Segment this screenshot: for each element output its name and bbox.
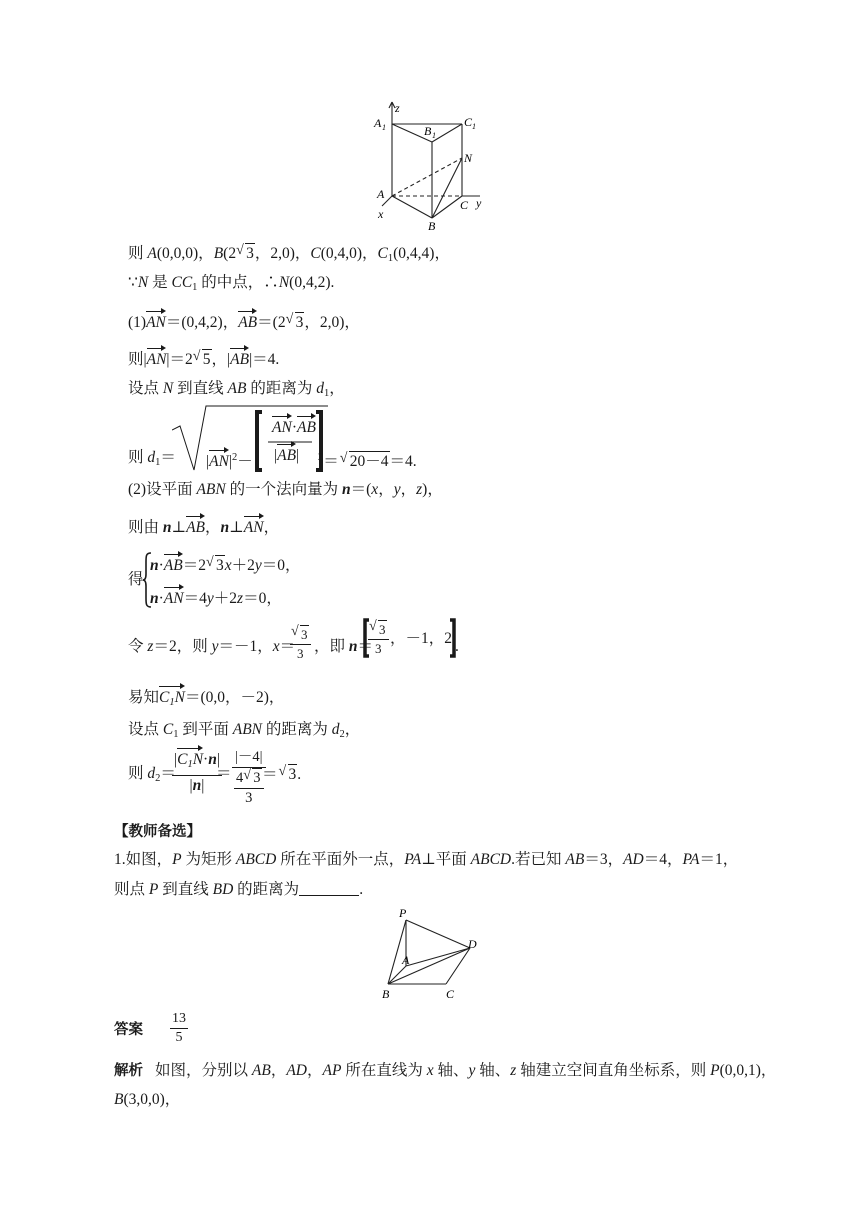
- vertex-c-label: C: [460, 198, 469, 212]
- axis-y-label: y: [476, 196, 482, 210]
- problem-text-line-2: 则点 P 到直线 BD 的距离为 .: [114, 881, 364, 898]
- point-b-label: B: [382, 987, 390, 1001]
- vectors-line: (1)AN＝(0,4,2)，AB＝(2√ 3，2,0)，: [128, 312, 360, 333]
- x-fraction: √ 3 3: [290, 625, 311, 663]
- point-d-label: D: [468, 937, 477, 951]
- axis-x-label: x: [378, 207, 384, 221]
- analysis-line-2: B(3,0,0)，: [114, 1091, 181, 1108]
- vertex-b1-sub: 1: [432, 131, 436, 140]
- vertex-a1-sub: 1: [382, 123, 386, 132]
- d2-value-fraction: |－4| 4√ 3 3: [232, 748, 266, 808]
- vertex-a1-label: A: [374, 116, 382, 130]
- point-a-label: A: [402, 953, 410, 967]
- distance2-setup-line: 设点 $C_1$ 到平面 ABN 的距离为 $d_2$，: [128, 721, 361, 740]
- point-c-label: C: [446, 987, 455, 1001]
- answer-fraction: 13 5: [172, 1011, 186, 1045]
- d2-fraction: $|C_1N\cdot n|$ |n|: [174, 751, 220, 794]
- perpendicular-line: 则由 n⊥AB，n⊥AN，: [128, 519, 280, 536]
- document-page: z A 1 B 1 C 1 N A C y x B 则 A(0,0,0)，B(2√ 3，2,0)，C(0,4,0)，$C_1(0,4,4)$， ∵N 是 $CC_1$ 的中点，∴N(0,4,2). (1)AN＝(0,4,2)，AB＝(2√ 3，2,0)， 则|AN|＝2√ 5，|AB|＝4. 设点 N 到直线 AB 的距离为 $d_1$， 则 $d_1=$ $|AN|^2-$ AN·AB |AB| $^2$＝√ 20－4＝4. (2)设平面 ABN 的一个法向量为 n＝(x，y，z)， 则由 n⊥AB，n⊥AN， 得 n·AB＝2√ 3x＋2y＝0， n·AN＝4y＋2z＝0， 令 z＝2，则 y＝－1，x＝ √ 3 3 ，即 n＝ √ 3 3 ，－1，2 . 易知$C_1N=(0,0$，－2)， 设点 $C_1$ 到平面 ABN 的距离为 $d_2$， 则 $d_2=$ $|C_1N\cdot n|$ |n| ＝ |－4| 4√ 3 3 ＝√ 3. 【教师备选】 1.如图，P 为矩形 ABCD 所在平面外一点，PA⊥平面 ABCD.若已知 AB＝3，AD＝4，PA＝1， 则点 P 到直线 BD 的距离为 . P D A B C 答案 13 5 解析 如图，分别以 AB，AD，AP 所在直线为 x 轴、y 轴、z 轴建立空间直角坐标系，则 P(0,0,1)， B(3,0,0)，: [0, 0, 860, 1216]
- distance-setup-line: 设点 N 到直线 AB 的距离为 $d_1$，: [128, 380, 345, 399]
- point-n-label: N: [464, 151, 473, 165]
- pyramid-figure: [372, 906, 488, 1002]
- axis-z-label: z: [395, 101, 400, 115]
- prism-figure: [368, 100, 492, 232]
- n-fraction: √ 3 3: [368, 620, 389, 658]
- vertex-c1-label: C: [464, 115, 473, 129]
- vertex-a-label: A: [377, 187, 385, 201]
- answer-blank: [299, 881, 359, 896]
- midpoint-line: ∵N 是 $CC_1$ 的中点，∴N(0,4,2).: [128, 274, 335, 293]
- analysis-line-1: 解析 如图，分别以 AB，AD，AP 所在直线为 x 轴、y 轴、z 轴建立空间直角坐标系，则 P(0,0,1)，: [114, 1062, 777, 1079]
- point-p-label: P: [399, 906, 407, 920]
- coords-line: 则 A(0,0,0)，B(2√ 3，2,0)，C(0,4,0)，$C_1(0,4,4)$，: [128, 243, 450, 269]
- c1n-vector-line: 易知$C_1N=(0,0$，－2)，: [128, 688, 284, 713]
- vertex-b-label: B: [428, 219, 436, 232]
- problem-text-line-1: 1.如图，P 为矩形 ABCD 所在平面外一点，PA⊥平面 ABCD.若已知 AB＝3，AD＝4，PA＝1，: [114, 851, 739, 868]
- vertex-b1-label: B: [424, 124, 432, 138]
- magnitudes-line: 则|AN|＝2√ 5，|AB|＝4.: [128, 349, 279, 370]
- teacher-section-heading: 【教师备选】: [114, 824, 201, 840]
- normal-vector-line: (2)设平面 ABN 的一个法向量为 n＝(x，y，z)，: [128, 481, 443, 498]
- vertex-c1-sub: 1: [472, 122, 476, 131]
- answer-label: 答案: [114, 1022, 143, 1038]
